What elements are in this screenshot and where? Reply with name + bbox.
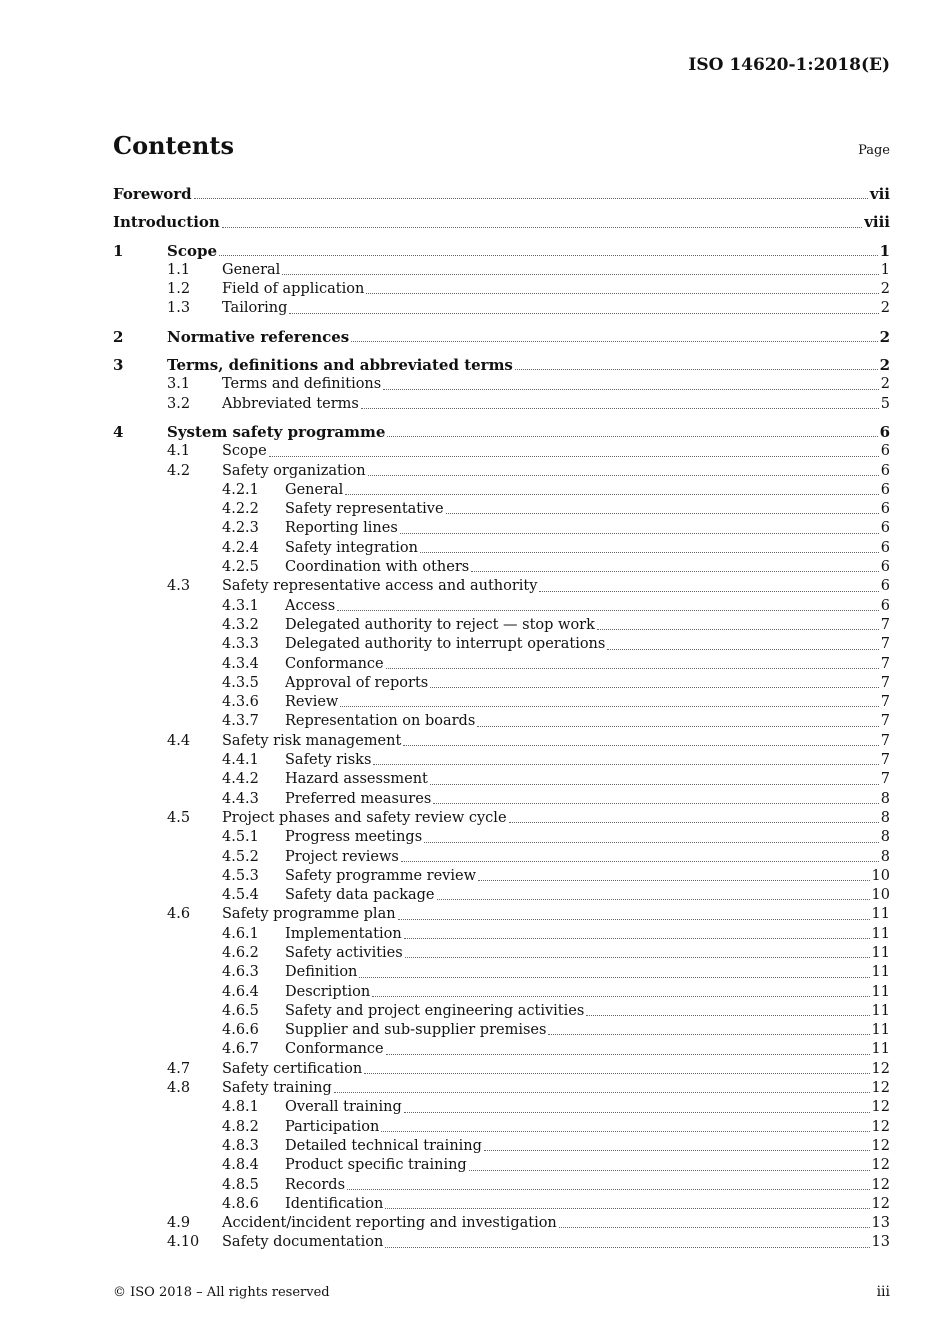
- toc-entry[interactable]: [113, 356, 890, 375]
- toc-entry-page: 13: [871, 1215, 890, 1232]
- toc-entry-page: 7: [880, 616, 890, 633]
- dot-leader: [366, 280, 878, 294]
- toc-entry-title: Foreword: [113, 185, 192, 203]
- toc-entry-title: Records: [285, 1176, 346, 1193]
- toc-entry[interactable]: [113, 500, 890, 519]
- toc-entry-title: Scope: [222, 443, 267, 460]
- toc-entry-title: Terms and definitions: [222, 376, 382, 393]
- toc-entry[interactable]: [113, 848, 890, 867]
- toc-entry-number: 4.8.2: [222, 1118, 259, 1135]
- toc-entry-title: Participation: [285, 1118, 380, 1135]
- toc-entry-page: 13: [871, 1234, 890, 1251]
- toc-entry-title: Progress meetings: [285, 829, 423, 846]
- toc-entry-number: 4.6.6: [222, 1022, 259, 1039]
- dot-leader: [386, 655, 879, 669]
- toc-entry[interactable]: [113, 1195, 890, 1214]
- toc-entry[interactable]: [113, 809, 890, 828]
- toc-entry-page: 8: [880, 809, 890, 826]
- toc-entry-title: Safety training: [222, 1080, 332, 1097]
- dot-leader: [398, 906, 870, 920]
- toc-entry[interactable]: [113, 1176, 890, 1195]
- toc-entry[interactable]: [113, 674, 890, 693]
- toc-entry[interactable]: [113, 1079, 890, 1098]
- toc-entry-number: 3.1: [167, 376, 191, 393]
- toc-entry[interactable]: [113, 539, 890, 558]
- toc-entry-number: 4.3.7: [222, 713, 259, 730]
- toc-entry-page: 6: [880, 578, 890, 595]
- dot-leader: [385, 1195, 869, 1209]
- toc-entry-number: 1: [113, 241, 124, 260]
- toc-entry-title: Safety programme plan: [222, 906, 396, 923]
- toc-entry-number: 4.6.5: [222, 1002, 259, 1019]
- toc-entry-page: 2: [880, 281, 890, 298]
- page-number: iii: [876, 1284, 890, 1300]
- toc-entry-page: 11: [871, 1041, 890, 1058]
- toc-entry[interactable]: [113, 1021, 890, 1040]
- dot-leader: [282, 261, 878, 275]
- toc-entry-page: 6: [880, 481, 890, 498]
- toc-entry-number: 4.6.4: [222, 983, 259, 1000]
- toc-entry[interactable]: [113, 770, 890, 789]
- table-of-contents: [113, 185, 890, 1253]
- toc-entry-title: Safety representative access and authority: [222, 578, 538, 595]
- toc-entry-page: 2: [879, 356, 890, 375]
- toc-entry-number: 4.5: [167, 809, 191, 826]
- toc-entry-title: Product specific training: [285, 1157, 467, 1174]
- toc-entry-title: Conformance: [285, 1041, 384, 1058]
- toc-entry[interactable]: [113, 944, 890, 963]
- toc-entry-number: 4.8: [167, 1080, 191, 1097]
- dot-leader: [446, 500, 879, 514]
- toc-entry-number: 4.8.4: [222, 1157, 259, 1174]
- toc-entry[interactable]: [113, 242, 890, 261]
- toc-entry-title: Accident/incident reporting and investigation: [222, 1215, 557, 1232]
- toc-entry-number: 1.2: [167, 281, 191, 298]
- toc-entry-number: 4.2.2: [222, 501, 259, 518]
- toc-entry-title: Safety programme review: [285, 867, 476, 884]
- dot-leader: [351, 328, 877, 342]
- toc-entry-title: Safety and project engineering activities: [285, 1002, 585, 1019]
- toc-entry-number: 4.2.5: [222, 559, 259, 576]
- toc-entry-title: General: [222, 261, 281, 278]
- dot-leader: [359, 964, 869, 978]
- toc-entry[interactable]: [113, 1214, 890, 1233]
- toc-entry-title: Delegated authority to reject — stop work: [285, 616, 595, 633]
- toc-entry[interactable]: [113, 693, 890, 712]
- toc-entry-number: 4.9: [167, 1215, 191, 1232]
- toc-entry[interactable]: [113, 1098, 890, 1117]
- toc-entry-page: 11: [871, 983, 890, 1000]
- toc-entry-number: 2: [113, 327, 124, 346]
- toc-entry-number: 4.3.3: [222, 636, 259, 653]
- toc-entry-page: 6: [880, 597, 890, 614]
- toc-entry-number: 4.8.1: [222, 1099, 259, 1116]
- toc-entry[interactable]: [113, 1040, 890, 1059]
- toc-entry-page: 11: [871, 906, 890, 923]
- toc-entry-number: 4.3.2: [222, 616, 259, 633]
- toc-entry-page: 7: [880, 674, 890, 691]
- toc-entry-number: 1.1: [167, 261, 191, 278]
- toc-entry-title: Scope: [167, 241, 218, 260]
- toc-entry-page: 12: [871, 1099, 890, 1116]
- toc-entry-page: vii: [869, 185, 890, 203]
- toc-entry-page: 11: [871, 944, 890, 961]
- toc-entry-title: Safety data package: [285, 887, 435, 904]
- dot-leader: [364, 1060, 869, 1074]
- dot-leader: [381, 1118, 869, 1132]
- toc-entry-title: Review: [285, 694, 339, 711]
- toc-entry-title: Safety certification: [222, 1060, 363, 1077]
- toc-entry-page: 6: [880, 501, 890, 518]
- dot-leader: [430, 674, 879, 688]
- toc-entry-page: 6: [880, 520, 890, 537]
- dot-leader: [289, 300, 878, 314]
- toc-entry-title: Definition: [285, 964, 358, 981]
- dot-leader: [403, 732, 878, 746]
- toc-entry-number: 4.3: [167, 578, 191, 595]
- toc-entry-page: 8: [880, 790, 890, 807]
- toc-entry[interactable]: [113, 185, 890, 204]
- toc-entry[interactable]: [113, 751, 890, 770]
- toc-entry-number: 4.4.3: [222, 790, 259, 807]
- toc-entry-number: 4.10: [167, 1234, 200, 1251]
- toc-entry-page: 12: [871, 1195, 890, 1212]
- document-id: ISO 14620-1:2018(E): [688, 55, 890, 75]
- toc-entry-number: 4.7: [167, 1060, 191, 1077]
- toc-entry-page: 1: [880, 261, 890, 278]
- toc-entry-page: 2: [880, 376, 890, 393]
- toc-entry-page: 12: [871, 1118, 890, 1135]
- dot-leader: [471, 558, 879, 572]
- toc-entry[interactable]: [113, 299, 890, 318]
- toc-entry-number: 4.4: [167, 732, 191, 749]
- toc-entry-number: 4.4.1: [222, 752, 259, 769]
- toc-entry-title: Tailoring: [222, 300, 288, 317]
- toc-entry-title: System safety programme: [167, 422, 386, 441]
- toc-entry[interactable]: [113, 423, 890, 442]
- toc-entry-title: General: [285, 481, 344, 498]
- toc-entry-number: 4.6.3: [222, 964, 259, 981]
- toc-entry[interactable]: [113, 1156, 890, 1175]
- toc-entry-title: Field of application: [222, 281, 365, 298]
- page-title: Contents: [113, 131, 234, 160]
- dot-leader: [424, 829, 879, 843]
- toc-entry-title: Abbreviated terms: [222, 395, 359, 412]
- toc-entry-number: 3.2: [167, 395, 191, 412]
- toc-entry-title: Overall training: [285, 1099, 402, 1116]
- toc-entry-page: 10: [871, 887, 890, 904]
- toc-entry-title: Detailed technical training: [285, 1137, 482, 1154]
- toc-entry-number: 4: [113, 422, 124, 441]
- toc-entry-title: Approval of reports: [285, 674, 429, 691]
- dot-leader: [515, 356, 878, 370]
- toc-entry-title: Description: [285, 983, 371, 1000]
- toc-entry-number: 4.5.1: [222, 829, 259, 846]
- toc-entry[interactable]: [113, 442, 890, 461]
- toc-entry[interactable]: [113, 328, 890, 347]
- toc-entry[interactable]: [113, 1118, 890, 1137]
- toc-entry-title: Hazard assessment: [285, 771, 428, 788]
- toc-entry-title: Coordination with others: [285, 559, 470, 576]
- dot-leader: [484, 1137, 870, 1151]
- toc-entry[interactable]: [113, 616, 890, 635]
- dot-leader: [269, 443, 879, 457]
- toc-entry[interactable]: [113, 867, 890, 886]
- toc-entry-page: 6: [880, 539, 890, 556]
- toc-entry-number: 4.6: [167, 906, 191, 923]
- toc-entry-page: 7: [880, 771, 890, 788]
- toc-entry-page: viii: [864, 213, 890, 232]
- dot-leader: [509, 809, 879, 823]
- dot-leader: [597, 616, 879, 630]
- dot-leader: [401, 848, 879, 862]
- toc-entry-number: 1.3: [167, 300, 191, 317]
- toc-entry-number: 4.5.3: [222, 867, 259, 884]
- toc-entry[interactable]: [113, 790, 890, 809]
- toc-entry[interactable]: [113, 712, 890, 731]
- dot-leader: [539, 578, 878, 592]
- toc-entry-page: 12: [871, 1176, 890, 1193]
- toc-entry[interactable]: [113, 1060, 890, 1079]
- toc-entry-page: 8: [880, 829, 890, 846]
- dot-leader: [345, 481, 878, 495]
- toc-entry[interactable]: [113, 375, 890, 394]
- toc-entry-title: Introduction: [113, 213, 220, 232]
- toc-entry-title: Safety documentation: [222, 1234, 384, 1251]
- toc-entry[interactable]: [113, 655, 890, 674]
- dot-leader: [405, 944, 870, 958]
- dot-leader: [477, 713, 879, 727]
- dot-leader: [404, 1099, 870, 1113]
- toc-entry-number: 4.8.6: [222, 1195, 259, 1212]
- toc-entry[interactable]: [113, 280, 890, 299]
- dot-leader: [607, 636, 878, 650]
- toc-entry-number: 4.8.5: [222, 1176, 259, 1193]
- toc-entry[interactable]: [113, 905, 890, 924]
- dot-leader: [373, 751, 878, 765]
- toc-entry[interactable]: [113, 213, 890, 232]
- toc-entry[interactable]: [113, 635, 890, 654]
- toc-entry[interactable]: [113, 1137, 890, 1156]
- toc-entry-number: 4.5.2: [222, 848, 259, 865]
- dot-leader: [334, 1079, 870, 1093]
- toc-entry-page: 12: [871, 1157, 890, 1174]
- toc-entry-number: 4.3.5: [222, 674, 259, 691]
- toc-entry-title: Delegated authority to interrupt operations: [285, 636, 606, 653]
- dot-leader: [383, 376, 879, 390]
- toc-entry[interactable]: [113, 925, 890, 944]
- toc-entry[interactable]: [113, 597, 890, 616]
- dot-leader: [387, 423, 877, 437]
- toc-entry-page: 10: [871, 867, 890, 884]
- toc-entry[interactable]: [113, 395, 890, 414]
- toc-entry-title: Terms, definitions and abbreviated terms: [167, 356, 513, 375]
- toc-entry[interactable]: [113, 732, 890, 751]
- toc-entry-title: Normative references: [167, 327, 350, 346]
- toc-entry[interactable]: [113, 886, 890, 905]
- toc-entry-page: 11: [871, 964, 890, 981]
- toc-entry-page: 11: [871, 1002, 890, 1019]
- toc-entry-number: 4.3.1: [222, 597, 259, 614]
- dot-leader: [386, 1041, 870, 1055]
- toc-entry-title: Safety risks: [285, 752, 372, 769]
- toc-entry-number: 4.6.7: [222, 1041, 259, 1058]
- toc-entry-title: Preferred measures: [285, 790, 432, 807]
- toc-entry-page: 11: [871, 925, 890, 942]
- toc-entry-number: 4.2: [167, 462, 191, 479]
- toc-entry-page: 7: [880, 713, 890, 730]
- toc-entry[interactable]: [113, 577, 890, 596]
- toc-entry-title: Supplier and sub-supplier premises: [285, 1022, 547, 1039]
- toc-entry-page: 8: [880, 848, 890, 865]
- dot-leader: [340, 693, 878, 707]
- toc-entry-number: 4.6.2: [222, 944, 259, 961]
- toc-entry-page: 6: [879, 422, 890, 441]
- toc-entry[interactable]: [113, 828, 890, 847]
- dot-leader: [368, 462, 879, 476]
- toc-entry-number: 4.4.2: [222, 771, 259, 788]
- dot-leader: [430, 771, 879, 785]
- dot-leader: [372, 983, 869, 997]
- toc-entry-number: 4.1: [167, 443, 191, 460]
- dot-leader: [194, 185, 868, 199]
- toc-entry-page: 2: [879, 327, 890, 346]
- toc-entry-number: 4.5.4: [222, 887, 259, 904]
- toc-entry-page: 7: [880, 655, 890, 672]
- toc-entry-page: 11: [871, 1022, 890, 1039]
- dot-leader: [420, 539, 879, 553]
- toc-entry-title: Reporting lines: [285, 520, 398, 537]
- dot-leader: [222, 214, 862, 228]
- toc-entry-title: Safety organization: [222, 462, 366, 479]
- dot-leader: [347, 1176, 870, 1190]
- toc-entry[interactable]: [113, 1233, 890, 1252]
- toc-entry-title: Identification: [285, 1195, 384, 1212]
- toc-entry-page: 12: [871, 1137, 890, 1154]
- dot-leader: [437, 886, 870, 900]
- toc-entry-title: Project phases and safety review cycle: [222, 809, 507, 826]
- toc-entry-page: 5: [880, 395, 890, 412]
- toc-entry-title: Access: [285, 597, 336, 614]
- toc-entry-number: 4.2.4: [222, 539, 259, 556]
- toc-entry[interactable]: [113, 558, 890, 577]
- toc-entry-title: Safety activities: [285, 944, 403, 961]
- toc-entry-page: 12: [871, 1080, 890, 1097]
- toc-entry-title: Conformance: [285, 655, 384, 672]
- dot-leader: [478, 867, 870, 881]
- dot-leader: [586, 1002, 869, 1016]
- toc-entry[interactable]: [113, 983, 890, 1002]
- page-column-label: Page: [858, 143, 890, 158]
- copyright-notice: © ISO 2018 – All rights reserved: [113, 1285, 330, 1300]
- dot-leader: [400, 520, 879, 534]
- toc-entry-page: 7: [880, 694, 890, 711]
- toc-entry-page: 2: [880, 300, 890, 317]
- toc-entry-page: 6: [880, 462, 890, 479]
- toc-entry-title: Safety risk management: [222, 732, 402, 749]
- toc-entry[interactable]: [113, 462, 890, 481]
- toc-entry-page: 7: [880, 636, 890, 653]
- toc-entry-page: 1: [879, 241, 890, 260]
- dot-leader: [559, 1214, 870, 1228]
- toc-entry-title: Safety representative: [285, 501, 444, 518]
- dot-leader: [404, 925, 870, 939]
- toc-entry-page: 6: [880, 559, 890, 576]
- toc-entry-title: Implementation: [285, 925, 402, 942]
- toc-entry-number: 3: [113, 356, 124, 375]
- toc-entry-title: Project reviews: [285, 848, 399, 865]
- dot-leader: [361, 395, 879, 409]
- toc-entry-number: 4.8.3: [222, 1137, 259, 1154]
- toc-entry[interactable]: [113, 519, 890, 538]
- toc-entry-page: 12: [871, 1060, 890, 1077]
- toc-entry[interactable]: [113, 481, 890, 500]
- dot-leader: [337, 597, 879, 611]
- toc-entry-number: 4.3.6: [222, 694, 259, 711]
- toc-entry-title: Representation on boards: [285, 713, 476, 730]
- toc-entry-page: 7: [880, 732, 890, 749]
- toc-entry-number: 4.3.4: [222, 655, 259, 672]
- toc-entry-number: 4.2.3: [222, 520, 259, 537]
- toc-entry-page: 6: [880, 443, 890, 460]
- toc-entry-page: 7: [880, 752, 890, 769]
- toc-entry-number: 4.2.1: [222, 481, 259, 498]
- dot-leader: [433, 790, 879, 804]
- toc-entry-number: 4.6.1: [222, 925, 259, 942]
- toc-entry[interactable]: [113, 261, 890, 280]
- toc-entry-title: Safety integration: [285, 539, 418, 556]
- dot-leader: [548, 1021, 869, 1035]
- toc-entry[interactable]: [113, 1002, 890, 1021]
- toc-entry[interactable]: [113, 963, 890, 982]
- dot-leader: [219, 242, 878, 256]
- dot-leader: [385, 1234, 869, 1248]
- dot-leader: [469, 1157, 870, 1171]
